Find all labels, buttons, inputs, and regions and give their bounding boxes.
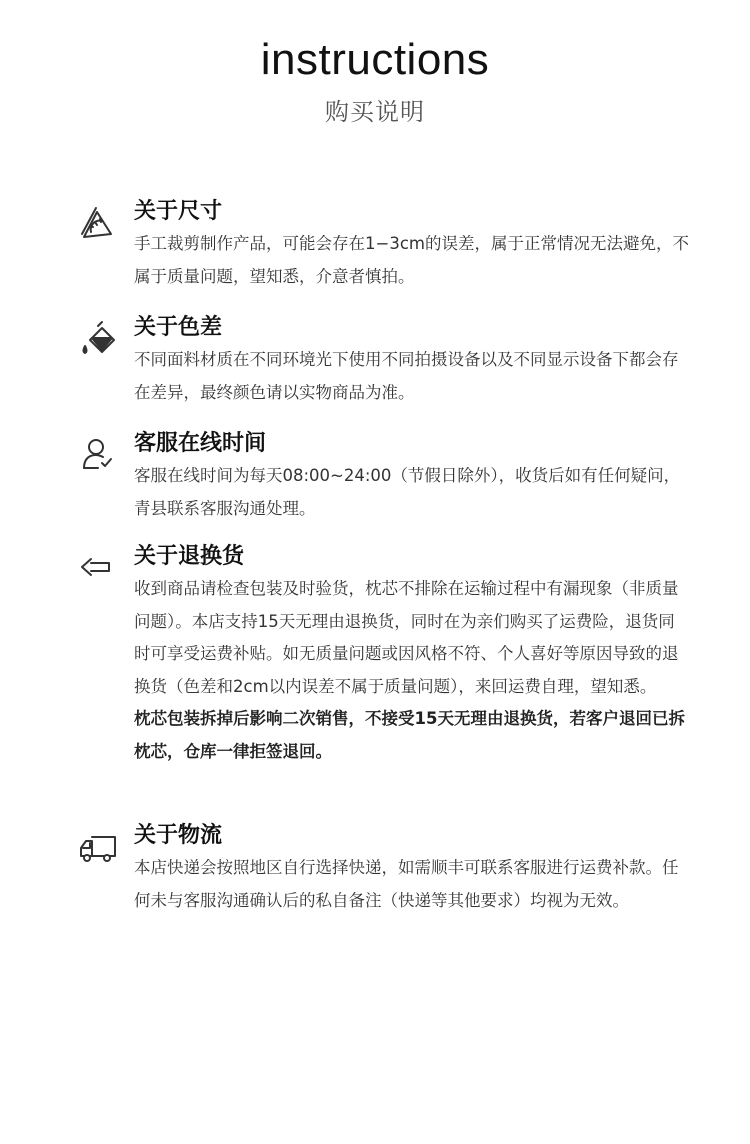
paint-bucket-icon [78,320,118,360]
section-body: 收到商品请检查包装及时验货，枕芯不排除在运输过程中有漏现象（非质量问题）。本店支持15天无理由退换货，同时在为亲们购买了运费险，退货同时可享受运费补贴。如无质量问题或因风格不符、个人喜好等原因导致的退换货（色差和2cm以内误差不属于质量问题），来回运费自理，望知悉。 [134,579,679,696]
delivery-truck-icon [78,828,118,868]
section-service-hours-text [134,428,690,525]
section-color-text [134,312,690,409]
page-title-english: instructions [260,35,490,84]
return-arrow-icon [78,549,118,589]
section-title: 关于物流 [134,823,223,848]
section-title: 关于尺寸 [134,199,223,224]
section-returns-text [134,541,690,768]
section-title: 客服在线时间 [134,431,267,456]
section-size-text [134,196,690,293]
section-logistics-text [134,820,690,917]
customer-service-icon [78,434,118,474]
section-title: 关于退换货 [134,544,245,569]
section-body: 手工裁剪制作产品，可能会存在1−3cm的误差，属于正常情况无法避免，不属于质量问题，望知悉，介意者慎拍。 [134,234,689,286]
section-title: 关于色差 [134,315,223,340]
ruler-protractor-icon [78,204,118,244]
section-body: 客服在线时间为每天08:00~24:00（节假日除外），收货后如有任何疑问，青县联系客服沟通处理。 [134,466,681,518]
section-body: 本店快递会按照地区自行选择快递，如需顺丰可联系客服进行运费补款。任何未与客服沟通确认后的私自备注（快递等其他要求）均视为无效。 [134,858,679,910]
page-title-chinese: 购买说明 [325,98,425,126]
section-bold-note: 枕芯包装拆掉后影响二次销售，不接受15天无理由退换货，若客户退回已拆枕芯，仓库一律拒签退回。 [134,709,685,761]
page-header [0,32,750,128]
section-body: 不同面料材质在不同环境光下使用不同拍摄设备以及不同显示设备下都会存在差异，最终颜色请以实物商品为准。 [134,350,679,402]
